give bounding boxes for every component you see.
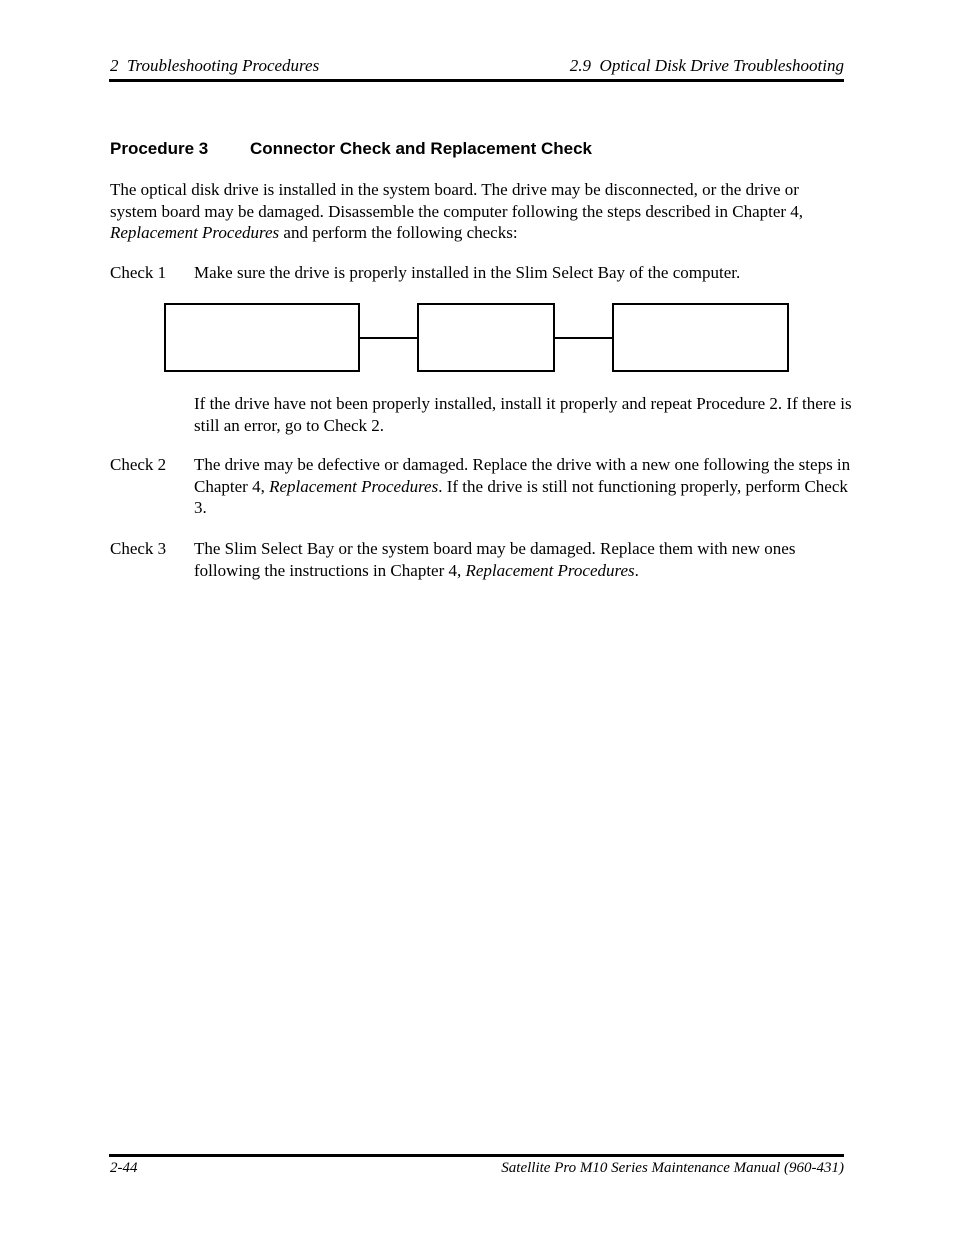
check-1-text-a: Make sure the drive is properly installed in the Slim Select Bay of the computer.: [194, 263, 741, 282]
header-section: 2.9 Optical Disk Drive Troubleshooting: [569, 56, 844, 75]
diagram-box-2: [417, 303, 555, 372]
intro-text-a: The optical disk drive is installed in the system board. The drive may be disconnected, or the drive or system board may be damaged. Disassemble the computer following the steps described in Chapter 4,: [110, 180, 804, 221]
diagram-connector-2: [555, 337, 613, 339]
check-3-text-b: .: [634, 560, 639, 580]
header-rule: [109, 79, 844, 82]
diagram-connector-1: [360, 337, 418, 339]
page-footer: [110, 1160, 844, 1180]
check-2-text: [194, 454, 854, 519]
check-2-emphasis: Replacement Procedures: [269, 476, 439, 496]
header-chapter: 2 Troubleshooting Procedures: [110, 56, 320, 75]
check-3-text-a: The Slim Select Bay or the system board may be damaged. Replace them with new ones following the instructions in Chapter 4,: [194, 539, 796, 580]
check-1-text: [194, 262, 854, 284]
manual-title: Satellite Pro M10 Series Maintenance Manual (960-431): [501, 1160, 844, 1176]
intro-emphasis: Replacement Procedures: [110, 223, 280, 242]
page-number: 2-44: [110, 1160, 138, 1176]
diagram-box-1: [164, 303, 360, 372]
footer-rule: [109, 1154, 844, 1157]
check-1-note: If the drive have not been properly installed, install it properly and repeat Procedure 2. If there is still an error, go to Check 2.: [194, 394, 852, 435]
check-3-label: Check 3: [110, 539, 167, 558]
check-2-text-b: . If the drive is still not functioning properly, perform Check 3.: [194, 476, 848, 517]
check-3-text: [194, 538, 854, 581]
intro-paragraph: [110, 179, 850, 244]
page-header: [110, 56, 844, 78]
intro-text-b: and perform the following checks:: [279, 223, 518, 242]
procedure-title: Connector Check and Replacement Check: [250, 139, 592, 158]
check-1-label: Check 1: [110, 263, 167, 282]
diagram-box-3: [612, 303, 789, 372]
check-2-text-a: The drive may be defective or damaged. Replace the drive with a new one following the steps in Chapter 4,: [194, 455, 851, 496]
check-3-emphasis: Replacement Procedures: [465, 560, 635, 580]
check-2-label: Check 2: [110, 455, 167, 474]
procedure-number: Procedure 3: [110, 139, 209, 158]
